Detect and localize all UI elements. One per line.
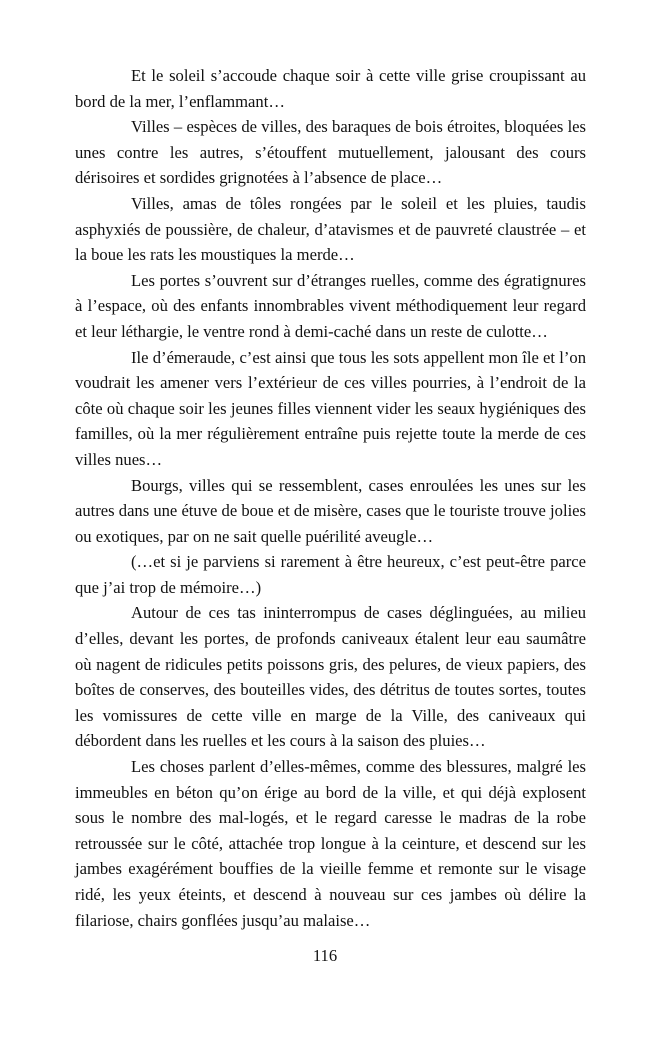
paragraph-3: Villes, amas de tôles rongées par le soleil et les pluies, taudis asphyxiés de poussière, de chaleur, d’atavismes et de pauvreté claustrée – et la boue les rats les moustiques la merde…	[75, 193, 586, 265]
paragraph-7: (…et si je parviens si rarement à être heureux, c’est peut-être parce que j’ai trop de mémoire…)	[75, 552, 586, 597]
paragraph-1: Et le soleil s’accoude chaque soir à cette ville grise croupissant au bord de la mer, l’enflammant…	[75, 66, 586, 111]
paragraph-6: Bourgs, villes qui se ressemblent, cases enroulées les unes sur les autres dans une étuve de boue et de misère, cases que le touriste trouve jolies ou exotiques, par on ne sait quelle puérilité aveugle…	[75, 475, 587, 546]
paragraph-4: Les portes s’ouvrent sur d’étranges ruelles, comme des égratignures à l’espace, où des enfants innombrables vivent méthodiquement leur regard et leur léthargie, le ventre rond à demi-caché dans un reste de culotte…	[75, 270, 586, 341]
page-number: 116	[312, 946, 338, 965]
paragraph-2: Villes – espèces de villes, des baraques de bois étroites, bloquées les unes contre les autres, s’étouffent mutuellement, jalousant des cours dérisoires et sordides grignotées à l’absence de place…	[75, 117, 586, 188]
paragraph-8: Autour de ces tas ininterrompus de cases déglinguées, au milieu d’elles, devant les portes, de profonds caniveaux étalent leur eau saumâtre où nagent de ridicules petits poissons gris, des pelures, de vieux papiers, des boîtes de conserves, des bouteilles vides, des détritus de toutes sortes, toutes les vomissures de cette ville en marge de la Ville, des caniveaux qui débordent dans les ruelles et les cours à la saison des pluies…	[75, 603, 586, 751]
paragraph-9: Les choses parlent d’elles-mêmes, comme des blessures, malgré les immeubles en béton qu’on érige au bord de la ville, et qui déjà explosent sous le nombre des mal-logés, et le regard caresse le madras de la robe retroussée sur le côté, attachée trop longue à la ceinture, et descend sur les jambes exagérément bouffies de la vieille femme et remonte sur le visage ridé, les yeux éteints, et descend à nouveau sur ces jambes où délire la filariose, chairs gonflées jusqu’au malaise…	[75, 757, 586, 930]
page-body	[75, 63, 586, 933]
paragraph-5: Ile d’émeraude, c’est ainsi que tous les sots appellent mon île et l’on voudrait les amener vers l’extérieur de ces villes pourries, à l’endroit de la côte où chaque soir les jeunes filles viennent vider les seaux hygiéniques des familles, où la mer régulièrement entraîne puis rejette toute la merde de ces villes nues…	[75, 347, 586, 469]
